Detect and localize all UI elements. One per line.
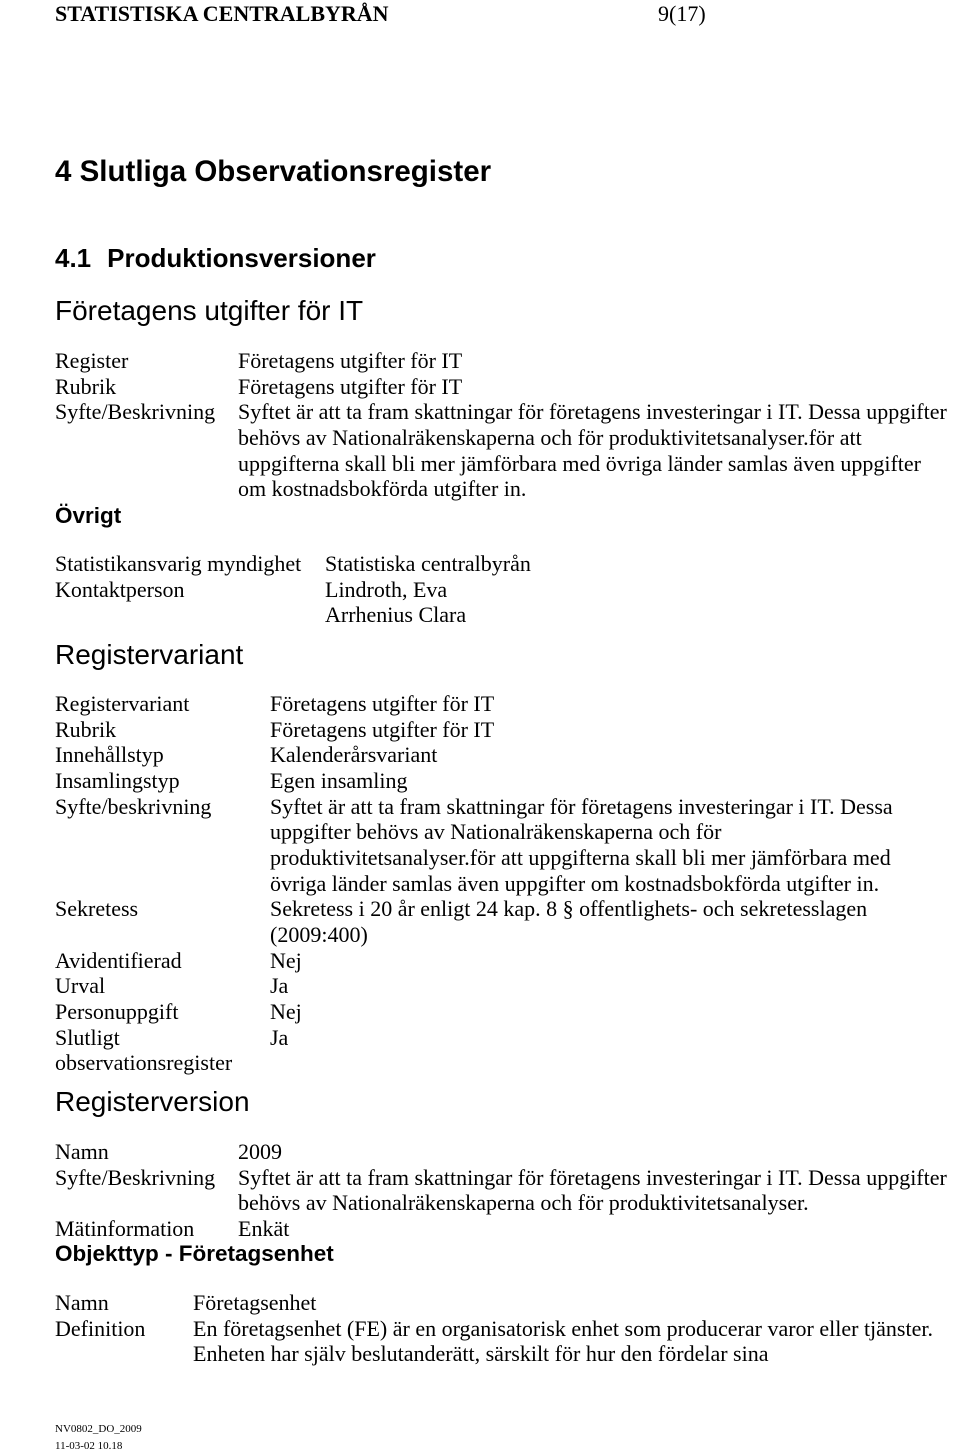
value-line: Nej (270, 947, 302, 973)
value-register (238, 348, 947, 374)
value-line: Företagens utgifter för IT (238, 348, 463, 374)
section-heading (55, 243, 376, 273)
value-sample (270, 973, 893, 999)
value-line: uppgifter behövs av Nationalräkenskaperna och för (270, 819, 722, 845)
label-name: Namn (55, 1139, 109, 1165)
value-line: Företagsenhet (193, 1290, 317, 1316)
value-deidentified (270, 948, 893, 974)
label-rubrik: Rubrik (55, 373, 117, 399)
label-deidentified: Avidentifierad (55, 947, 182, 973)
value-line: Syftet är att ta fram skattningar för företagens investeringar i IT. Dessa (270, 793, 893, 819)
version-heading: Registerversion (55, 1086, 250, 1117)
other-table (55, 551, 531, 628)
variant-table (55, 691, 893, 1076)
page-footer (55, 1421, 142, 1455)
label-contact: Kontaktperson (55, 576, 185, 602)
value-line: uppgifterna skall bli mer jämförbara med övriga länder samlas även uppgifter (238, 450, 921, 476)
section-number: 4.1 (55, 243, 92, 273)
value-line: Enheten har själv beslutanderätt, särskilt för hur den fördelar sina (193, 1341, 769, 1367)
value-line: (2009:400) (270, 921, 368, 947)
footer-timestamp: 11-03-02 10.18 (55, 1440, 123, 1452)
value-line: behövs av Nationalräkenskaperna och för produktivitetsanalyser. (238, 1190, 809, 1216)
variant-heading: Registervariant (55, 639, 244, 670)
value-line: Företagens utgifter för IT (270, 691, 495, 717)
label-collection-type: Insamlingstyp (55, 768, 180, 794)
label-personal-data: Personuppgift (55, 998, 179, 1024)
value-authority (325, 551, 531, 577)
value-line: En företagsenhet (FE) är en organisatorisk enhet som producerar varor eller tjänster. (193, 1315, 933, 1341)
value-final-register (270, 1025, 893, 1076)
value-name (238, 1139, 947, 1165)
value-personal-data (270, 999, 893, 1025)
value-line: produktivitetsanalyser.för att uppgifterna skall bli mer jämförbara med (270, 845, 891, 871)
value-line: Företagens utgifter för IT (238, 373, 463, 399)
header-organization: STATISTISKA CENTRALBYRÅN (55, 1, 389, 26)
label-rubrik: Rubrik (55, 716, 117, 742)
label-authority: Statistikansvarig myndighet (55, 551, 302, 577)
value-line: Ja (270, 973, 289, 999)
value-syfte (238, 1165, 947, 1216)
label-secrecy: Sekretess (55, 896, 139, 922)
label-measurement-info: Mätinformation (55, 1216, 195, 1242)
object-table (55, 1290, 933, 1367)
label-sample: Urval (55, 973, 106, 999)
value-line: Arrhenius Clara (325, 602, 467, 628)
label-content-type: Innehållstyp (55, 742, 164, 768)
label-syfte: Syfte/Beskrivning (55, 1164, 216, 1190)
value-secrecy (270, 896, 893, 947)
label-definition: Definition (55, 1315, 146, 1341)
header-page-number: 9(17) (658, 1, 706, 26)
value-line: Kalenderårsvariant (270, 742, 438, 768)
register-heading: Företagens utgifter för IT (55, 295, 364, 326)
value-definition (193, 1316, 933, 1367)
value-line: Syftet är att ta fram skattningar för företagens investeringar i IT. Dessa uppgifter (238, 399, 947, 425)
value-line: Nej (270, 998, 302, 1024)
object-type-heading: Objekttyp - Företagsenhet (55, 1241, 334, 1266)
value-contact (325, 577, 531, 628)
value-content-type (270, 742, 893, 768)
value-line: Lindroth, Eva (325, 576, 448, 602)
label-register: Register (55, 348, 129, 374)
value-line: 2009 (238, 1139, 282, 1165)
chapter-heading: 4 Slutliga Observationsregister (55, 155, 492, 188)
value-registervariant (270, 691, 893, 717)
value-line: behövs av Nationalräkenskaperna och för produktivitetsanalyser.för att (238, 425, 862, 451)
value-line: Företagens utgifter för IT (270, 716, 495, 742)
value-rubrik (238, 374, 947, 400)
footer-document-id: NV0802_DO_2009 (55, 1423, 142, 1435)
value-syfte (238, 399, 947, 502)
label-name: Namn (55, 1290, 109, 1316)
label-registervariant: Registervariant (55, 691, 190, 717)
value-line: Syftet är att ta fram skattningar för företagens investeringar i IT. Dessa uppgifter (238, 1164, 947, 1190)
value-collection-type (270, 768, 893, 794)
label-final-register: Slutligt observationsregister (55, 1024, 233, 1076)
register-table (55, 348, 947, 502)
value-line: om kostnadsbokförda utgifter in. (238, 476, 527, 502)
value-line: Enkät (238, 1216, 290, 1242)
value-name (193, 1290, 933, 1316)
value-rubrik (270, 717, 893, 743)
value-line: Sekretess i 20 år enligt 24 kap. 8 § offentlighets- och sekretesslagen (270, 896, 868, 922)
version-table (55, 1139, 947, 1242)
value-line: Egen insamling (270, 768, 408, 794)
label-syfte: Syfte/Beskrivning (55, 399, 216, 425)
value-measurement-info (238, 1216, 947, 1242)
value-line: Ja (270, 1024, 289, 1050)
value-line: övriga länder samlas även uppgifter om kostnadsbokförda utgifter in. (270, 870, 880, 896)
value-syfte (270, 794, 893, 897)
value-line: Statistiska centralbyrån (325, 551, 531, 577)
label-syfte: Syfte/beskrivning (55, 793, 212, 819)
section-title: Produktionsversioner (107, 243, 376, 273)
other-heading: Övrigt (55, 503, 122, 528)
